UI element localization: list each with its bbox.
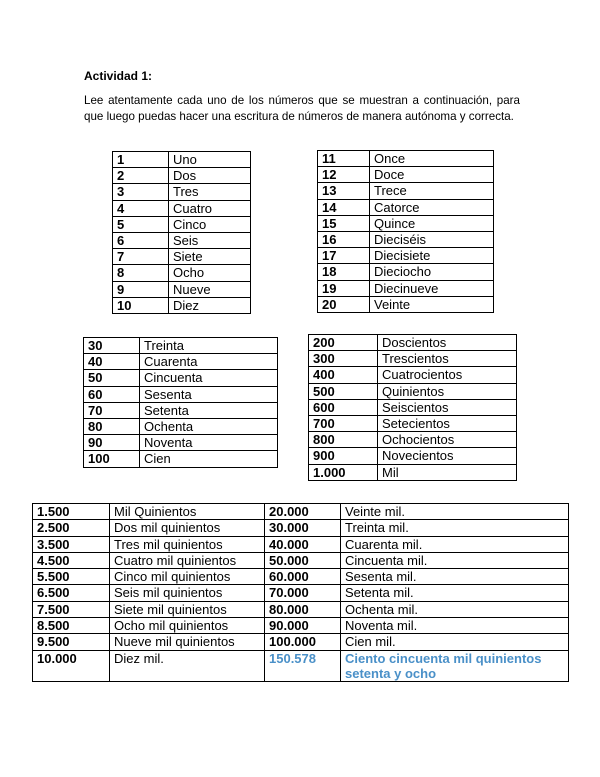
number-cell: 30.000	[265, 520, 341, 536]
table-row	[113, 184, 251, 200]
table-row	[318, 215, 494, 231]
number-cell: 8.500	[33, 618, 110, 634]
table-row	[309, 448, 517, 464]
table-row	[113, 265, 251, 281]
table-thousands	[32, 503, 569, 682]
word-cell: Siete mil quinientos	[110, 601, 265, 617]
table-row	[33, 585, 569, 601]
table-row	[309, 399, 517, 415]
number-cell: 80	[84, 419, 140, 435]
number-cell: 5.500	[33, 569, 110, 585]
number-cell: 50	[84, 370, 140, 386]
number-cell: 100.000	[265, 634, 341, 650]
number-cell: 4.500	[33, 552, 110, 568]
number-cell: 18	[318, 264, 370, 280]
number-cell: 300	[309, 351, 378, 367]
word-cell: Mil Quinientos	[110, 504, 265, 520]
number-cell: 1.500	[33, 504, 110, 520]
number-cell: 12	[318, 167, 370, 183]
word-cell: Ocho	[169, 265, 251, 281]
table-row	[113, 249, 251, 265]
table-row	[84, 402, 278, 418]
table-row	[84, 370, 278, 386]
word-cell: Seiscientos	[378, 399, 517, 415]
word-cell: Nueve	[169, 281, 251, 297]
table-row	[309, 351, 517, 367]
word-cell: Cuatrocientos	[378, 367, 517, 383]
word-cell: Quinientos	[378, 383, 517, 399]
table-row	[33, 601, 569, 617]
number-cell: 20.000	[265, 504, 341, 520]
table-teens	[317, 150, 494, 313]
word-cell: Setenta	[140, 402, 278, 418]
number-cell: 15	[318, 215, 370, 231]
number-cell: 9.500	[33, 634, 110, 650]
number-cell: 14	[318, 199, 370, 215]
number-cell: 2	[113, 168, 169, 184]
table-row	[318, 264, 494, 280]
word-cell: Cuarenta	[140, 354, 278, 370]
table-row	[84, 419, 278, 435]
number-cell: 40	[84, 354, 140, 370]
number-cell: 90	[84, 435, 140, 451]
table-row	[309, 464, 517, 480]
word-cell: Once	[370, 151, 494, 167]
number-cell: 11	[318, 151, 370, 167]
word-cell: Diecinueve	[370, 280, 494, 296]
number-cell: 6.500	[33, 585, 110, 601]
table-row	[318, 232, 494, 248]
word-cell: Cien mil.	[341, 634, 569, 650]
word-cell: Cincuenta mil.	[341, 552, 569, 568]
table-row	[318, 280, 494, 296]
number-cell: 80.000	[265, 601, 341, 617]
word-cell: Cinco mil quinientos	[110, 569, 265, 585]
number-cell: 3.500	[33, 536, 110, 552]
word-cell: Veinte	[370, 296, 494, 312]
word-cell: Noventa mil.	[341, 618, 569, 634]
word-cell: Diez mil.	[110, 650, 265, 682]
number-cell: 40.000	[265, 536, 341, 552]
instructions-paragraph: Lee atentamente cada uno de los números que se muestran a continuación, para que luego puedas hacer una escritura de números de manera autónoma y correcta.	[84, 94, 520, 123]
table-row	[318, 167, 494, 183]
word-cell: Cincuenta	[140, 370, 278, 386]
table-row	[33, 504, 569, 520]
table-row	[84, 354, 278, 370]
table-row	[309, 416, 517, 432]
word-cell: Diez	[169, 297, 251, 313]
table-row	[113, 216, 251, 232]
table-row	[318, 183, 494, 199]
number-cell: 10.000	[33, 650, 110, 682]
word-cell: Siete	[169, 249, 251, 265]
number-cell: 60.000	[265, 569, 341, 585]
table-row	[318, 248, 494, 264]
table-row	[113, 281, 251, 297]
word-cell: Ochenta mil.	[341, 601, 569, 617]
table-row	[33, 552, 569, 568]
table-row	[113, 200, 251, 216]
number-cell: 600	[309, 399, 378, 415]
number-cell: 16	[318, 232, 370, 248]
table-row	[84, 451, 278, 467]
table-row	[33, 618, 569, 634]
table-hundreds	[308, 334, 517, 481]
word-cell: Dos	[169, 168, 251, 184]
word-cell: Ciento cincuenta mil quinientos setenta y ocho	[341, 650, 569, 682]
table-row	[33, 634, 569, 650]
number-cell: 6	[113, 233, 169, 249]
table-tens	[83, 337, 278, 468]
word-cell: Catorce	[370, 199, 494, 215]
number-cell: 70	[84, 402, 140, 418]
word-cell: Cuatro	[169, 200, 251, 216]
word-cell: Dieciséis	[370, 232, 494, 248]
table-row	[33, 650, 569, 682]
number-cell: 7	[113, 249, 169, 265]
table-row	[318, 199, 494, 215]
number-cell: 4	[113, 200, 169, 216]
number-cell: 5	[113, 216, 169, 232]
word-cell: Dos mil quinientos	[110, 520, 265, 536]
word-cell: Veinte mil.	[341, 504, 569, 520]
word-cell: Cuatro mil quinientos	[110, 552, 265, 568]
table-row	[113, 297, 251, 313]
number-cell: 500	[309, 383, 378, 399]
word-cell: Trescientos	[378, 351, 517, 367]
table-row	[33, 520, 569, 536]
table-row	[33, 569, 569, 585]
table-row	[113, 168, 251, 184]
word-cell: Setenta mil.	[341, 585, 569, 601]
table-row	[84, 386, 278, 402]
number-cell: 3	[113, 184, 169, 200]
word-cell: Quince	[370, 215, 494, 231]
word-cell: Dieciocho	[370, 264, 494, 280]
table-row	[113, 152, 251, 168]
word-cell: Novecientos	[378, 448, 517, 464]
number-cell: 50.000	[265, 552, 341, 568]
table-row	[33, 536, 569, 552]
number-cell: 800	[309, 432, 378, 448]
number-cell: 17	[318, 248, 370, 264]
word-cell: Sesenta mil.	[341, 569, 569, 585]
word-cell: Cien	[140, 451, 278, 467]
number-cell: 400	[309, 367, 378, 383]
number-cell: 100	[84, 451, 140, 467]
number-cell: 1	[113, 152, 169, 168]
table-row	[309, 432, 517, 448]
table-row	[309, 367, 517, 383]
word-cell: Ochenta	[140, 419, 278, 435]
table-row	[318, 151, 494, 167]
number-cell: 150.578	[265, 650, 341, 682]
word-cell: Tres	[169, 184, 251, 200]
number-cell: 19	[318, 280, 370, 296]
number-cell: 700	[309, 416, 378, 432]
number-cell: 90.000	[265, 618, 341, 634]
word-cell: Seis mil quinientos	[110, 585, 265, 601]
table-row	[309, 383, 517, 399]
word-cell: Uno	[169, 152, 251, 168]
word-cell: Sesenta	[140, 386, 278, 402]
word-cell: Mil	[378, 464, 517, 480]
number-cell: 30	[84, 338, 140, 354]
word-cell: Tres mil quinientos	[110, 536, 265, 552]
word-cell: Seis	[169, 233, 251, 249]
word-cell: Doce	[370, 167, 494, 183]
word-cell: Diecisiete	[370, 248, 494, 264]
activity-heading: Actividad 1:	[84, 69, 153, 83]
table-row	[318, 296, 494, 312]
number-cell: 70.000	[265, 585, 341, 601]
number-cell: 10	[113, 297, 169, 313]
word-cell: Treinta mil.	[341, 520, 569, 536]
word-cell: Ochocientos	[378, 432, 517, 448]
word-cell: Cinco	[169, 216, 251, 232]
number-cell: 60	[84, 386, 140, 402]
table-row	[84, 338, 278, 354]
number-cell: 20	[318, 296, 370, 312]
word-cell: Setecientos	[378, 416, 517, 432]
word-cell: Doscientos	[378, 335, 517, 351]
number-cell: 13	[318, 183, 370, 199]
table-row	[113, 233, 251, 249]
word-cell: Nueve mil quinientos	[110, 634, 265, 650]
number-cell: 200	[309, 335, 378, 351]
word-cell: Ocho mil quinientos	[110, 618, 265, 634]
word-cell: Treinta	[140, 338, 278, 354]
word-cell: Noventa	[140, 435, 278, 451]
word-cell: Cuarenta mil.	[341, 536, 569, 552]
number-cell: 8	[113, 265, 169, 281]
word-cell: Trece	[370, 183, 494, 199]
table-units	[112, 151, 251, 314]
table-row	[309, 335, 517, 351]
number-cell: 1.000	[309, 464, 378, 480]
number-cell: 7.500	[33, 601, 110, 617]
number-cell: 900	[309, 448, 378, 464]
table-row	[84, 435, 278, 451]
number-cell: 9	[113, 281, 169, 297]
number-cell: 2.500	[33, 520, 110, 536]
